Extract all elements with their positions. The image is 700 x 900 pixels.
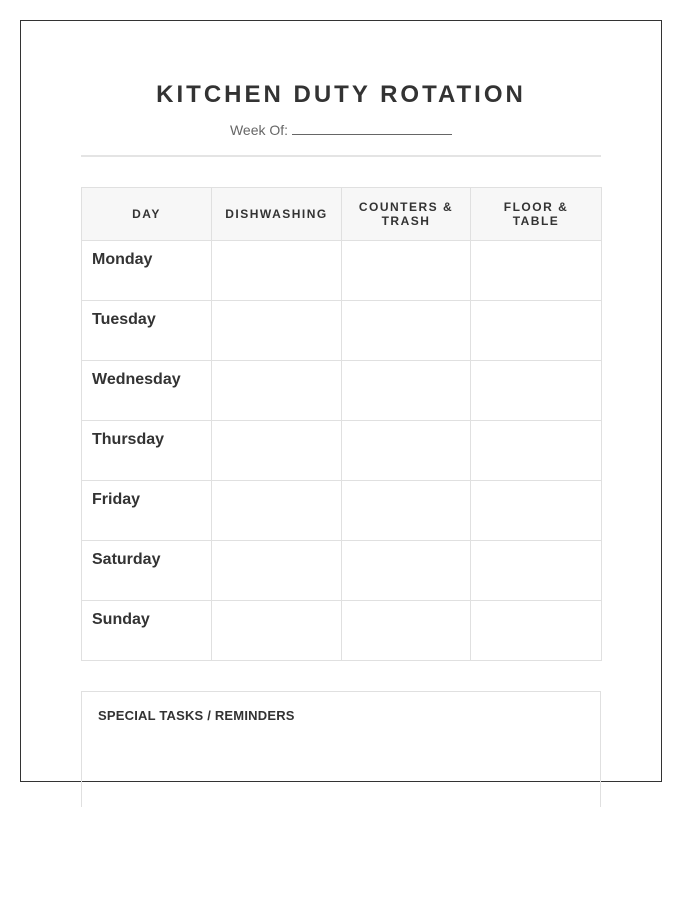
column-header-dishwashing: DISHWASHING <box>212 188 342 241</box>
dishwashing-cell[interactable] <box>212 601 342 661</box>
counters-trash-cell[interactable] <box>342 601 471 661</box>
dishwashing-cell[interactable] <box>212 421 342 481</box>
column-header-counters-trash-label: COUNTERS & TRASH <box>358 200 454 228</box>
table-row <box>82 301 602 361</box>
dishwashing-cell[interactable] <box>212 541 342 601</box>
counters-trash-cell[interactable] <box>342 481 471 541</box>
counters-trash-cell[interactable] <box>342 361 471 421</box>
special-tasks-box[interactable] <box>81 691 601 807</box>
title-divider <box>81 155 601 157</box>
counters-trash-cell[interactable] <box>342 301 471 361</box>
floor-table-cell[interactable] <box>471 601 602 661</box>
column-header-day: DAY <box>82 188 212 241</box>
rotation-table <box>81 187 602 661</box>
dishwashing-cell[interactable] <box>212 481 342 541</box>
table-row <box>82 361 602 421</box>
column-header-floor-table-label: FLOOR & TABLE <box>503 200 569 228</box>
table-row <box>82 601 602 661</box>
day-label: Monday <box>82 241 212 301</box>
column-header-floor-table <box>471 188 602 241</box>
floor-table-cell[interactable] <box>471 481 602 541</box>
week-of-label: Week Of: <box>229 122 289 138</box>
floor-table-cell[interactable] <box>471 301 602 361</box>
dishwashing-cell[interactable] <box>212 361 342 421</box>
dishwashing-cell[interactable] <box>212 241 342 301</box>
floor-table-cell[interactable] <box>471 541 602 601</box>
special-tasks-title: SPECIAL TASKS / REMINDERS <box>98 708 295 723</box>
day-label: Wednesday <box>82 361 212 421</box>
page-title: KITCHEN DUTY ROTATION <box>156 81 526 108</box>
counters-trash-cell[interactable] <box>342 541 471 601</box>
table-row <box>82 421 602 481</box>
day-label: Friday <box>82 481 212 541</box>
duty-sheet <box>20 20 662 782</box>
column-header-counters-trash <box>342 188 471 241</box>
day-label: Tuesday <box>82 301 212 361</box>
counters-trash-cell[interactable] <box>342 421 471 481</box>
day-label: Saturday <box>82 541 212 601</box>
week-of-row <box>21 120 661 138</box>
floor-table-cell[interactable] <box>471 421 602 481</box>
floor-table-cell[interactable] <box>471 241 602 301</box>
floor-table-cell[interactable] <box>471 361 602 421</box>
table-row <box>82 541 602 601</box>
table-row <box>82 481 602 541</box>
day-label: Thursday <box>82 421 212 481</box>
table-header-row <box>82 188 602 241</box>
day-label: Sunday <box>82 601 212 661</box>
counters-trash-cell[interactable] <box>342 241 471 301</box>
table-row <box>82 241 602 301</box>
week-of-blank[interactable] <box>292 120 452 135</box>
dishwashing-cell[interactable] <box>212 301 342 361</box>
